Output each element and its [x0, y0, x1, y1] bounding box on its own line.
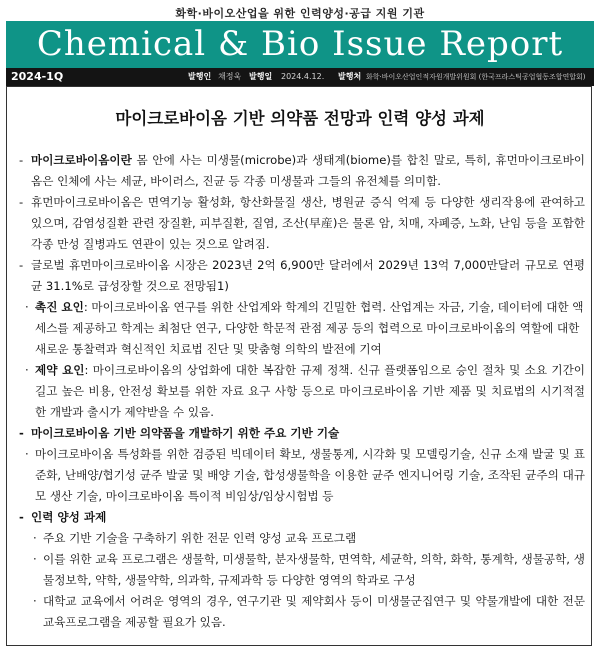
bullet-restraints [17, 360, 585, 423]
bullet-marker: · [25, 363, 29, 377]
section-heading-text: 마이크로바이옴 기반 의약품을 개발하기 위한 주요 기반 기술 [31, 426, 340, 440]
article-content [17, 150, 585, 633]
bullet-definition [17, 150, 585, 192]
bullet-functions [17, 192, 585, 255]
section-heading-text: 인력 양성 과제 [31, 510, 107, 524]
banner-title: Chemical & Bio Issue Report [36, 24, 564, 64]
bullet-text: 이를 위한 교육 프로그램은 생물학, 미생물학, 분자생물학, 면역학, 세균학, 의학, 화학, 통계학, 생물공학, 생물정보학, 약학, 생물약학, 의과학, 규제과학 등 다양한 영역의 학과로 구성 [43, 552, 585, 587]
bullet-text: 몸 안에 사는 미생물(microbe)과 생태계(biome)를 합친 말로, 특히, 휴먼마이크로바이옴은 인체에 사는 세균, 바이러스, 진균 등 각종 미생물과 그들의 유전체를 의미함. [31, 153, 585, 188]
bullet-market [17, 255, 585, 297]
issue-number: 2024-1Q [11, 70, 64, 83]
info-bar [6, 68, 594, 86]
bullet-marker: - [19, 195, 24, 209]
bullet-text: 주요 기반 기술을 구축하기 위한 전문 인력 양성 교육 프로그램 [43, 531, 357, 545]
publisher: 화학·바이오산업인적자원개발위원회 (한국프라스틱공업협동조합연합회) [366, 73, 586, 81]
bullet-bold: 마이크로바이옴이란 [31, 153, 132, 167]
publisher-person: 채정욱 [218, 72, 242, 81]
bullet-core-tech-list [17, 444, 585, 507]
bullet-text: 대학교 교육에서 어려운 영역의 경우, 연구기관 및 제약회사 등이 미생물군집연구 및 약물개발에 대한 전문교육프로그램을 제공할 필요가 있음. [43, 594, 585, 629]
section-heading-core-tech [17, 423, 585, 444]
bullet-marker: - [19, 258, 24, 272]
bullet-text: : 마이크로바이옴 연구를 위한 산업계와 학계의 긴밀한 협력. 산업계는 자금, 기술, 데이터에 대한 액세스를 제공하고 학계는 최첨단 연구, 다양한 학문적 관점 제공 등의 협력으로 마이크로바이옴의 역할에 대한 새로운 통찰력과 혁신적인 치료법 진단 및 맞춤형 의학의 발전에 기여 [35, 300, 584, 356]
publisher-person-label: 발행인 [188, 72, 212, 81]
bullet-specialized-education [17, 591, 585, 633]
banner [6, 21, 594, 68]
bullet-text: 글로벌 휴먼마이크로바이옴 시장은 2023년 2억 6,900만 달러에서 2029년 13억 7,000만달러 규모로 연평균 31.1%로 급성장할 것으로 전망됨1) [31, 258, 585, 293]
bullet-marker: · [33, 552, 37, 566]
bullet-bold: 촉진 요인 [35, 300, 84, 314]
bullet-text: 휴먼마이크로바이옴은 면역기능 활성화, 항산화물질 생산, 병원균 증식 억제 등 다양한 생리작용에 관여하고 있으며, 감염성질환 관련 장질환, 피부질환, 질염, 조산(早産)은 물론 암, 치매, 자폐증, 노화, 난임 등을 포함한 각종 만성 질병과도 연관이 있는 것으로 알려짐. [31, 195, 585, 251]
section-heading-workforce [17, 507, 585, 528]
tagline: 화학·바이오산업을 위한 인력양성·공급 지원 기관 [175, 7, 425, 20]
bullet-marker: - [19, 510, 24, 524]
bullet-curriculum [17, 549, 585, 591]
bullet-training-program [17, 528, 585, 549]
bullet-text: 마이크로바이옴 특성화를 위한 검증된 빅데이터 확보, 생물통계, 시각화 및 모델링기술, 신규 소재 발굴 및 표준화, 난배양/협기성 균주 발굴 및 배양 기술, 합성생물학을 이용한 균주 엔지니어링 기술, 조작된 균주의 대규모 생산 기술, 마이크로바이옴 특이적 비임상/임상시험법 등 [35, 447, 585, 503]
date-label: 발행일 [249, 72, 273, 81]
article-box [6, 86, 592, 646]
bullet-marker: · [25, 447, 29, 461]
article-title: 마이크로바이옴 기반 의약품 전망과 인력 양성 과제 [115, 109, 485, 128]
bullet-marker: · [33, 531, 37, 545]
bullet-marker: · [33, 594, 37, 608]
bullet-drivers [17, 297, 585, 360]
bullet-marker: - [19, 153, 24, 167]
publisher-label: 발행처 [338, 72, 362, 81]
bullet-marker: · [25, 300, 29, 314]
bullet-text: : 마이크로바이옴의 상업화에 대한 복잡한 규제 정책. 신규 플랫폼임으로 승인 절차 및 소요 기간이 길고 높은 비용, 안전성 확보를 위한 자료 요구 사항 등으로 마이크로바이옴 기반 제품 및 치료법의 시기적절한 개발과 출시가 제약받을 수 있음. [35, 363, 585, 419]
publish-date: 2024.4.12. [281, 72, 325, 81]
bullet-marker: - [19, 426, 24, 440]
bullet-bold: 제약 요인 [35, 363, 85, 377]
